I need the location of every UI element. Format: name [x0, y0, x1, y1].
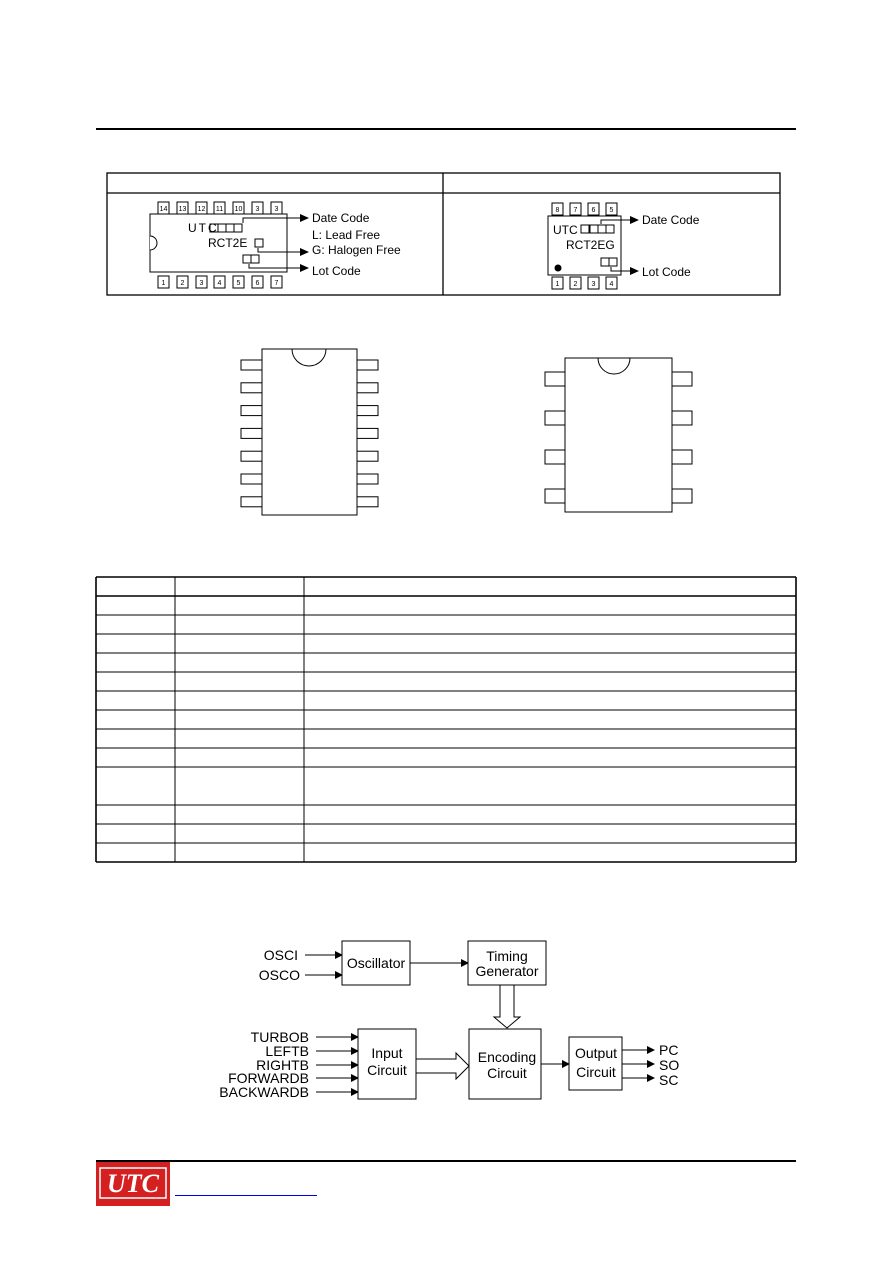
input-circuit-label-1: Input: [371, 1045, 403, 1061]
marking-sop8: [548, 203, 700, 289]
package-sop8: [545, 358, 692, 512]
pin-configuration: [0, 330, 892, 530]
timing-label-2: Generator: [475, 963, 539, 979]
output-so: SO: [659, 1057, 680, 1073]
dip-pin-left: [241, 451, 262, 461]
input-leftb: LEFTB: [265, 1043, 309, 1059]
dip-pin-left: [241, 406, 262, 416]
marking-left-halogen-free: G: Halogen Free: [312, 243, 401, 257]
marking-left-top-pin-number: 14: [159, 206, 168, 213]
dip-pin-left: [241, 428, 262, 438]
output-pc: PC: [659, 1042, 679, 1058]
dip-pin-right: [357, 406, 378, 416]
marking-right-top-pin-number: 5: [609, 207, 614, 214]
marking-right-top-pin-number: 8: [555, 207, 560, 214]
dip-pin-right: [357, 497, 378, 507]
sop-pin-left: [545, 489, 565, 503]
marking-left-date-code: Date Code: [312, 211, 370, 225]
sop-pin-right: [672, 372, 692, 386]
marking-left-lot-code: Lot Code: [312, 264, 361, 278]
marking-left-bottom-pin-number: 5: [236, 280, 241, 287]
marking-left-top-pin-number: 3: [255, 206, 260, 213]
input-backwardb: BACKWARDB: [219, 1084, 309, 1100]
dip-pin-right: [357, 428, 378, 438]
input-osco: OSCO: [258, 967, 300, 983]
marking-right-lot-code: Lot Code: [642, 265, 691, 279]
sop-pin-right: [672, 450, 692, 464]
package-dip14: [241, 349, 378, 515]
input-rightb: RIGHTB: [256, 1057, 309, 1073]
marking-left-line1: UTC: [188, 221, 219, 235]
sop-pin-left: [545, 411, 565, 425]
dip-pin-left: [241, 360, 262, 370]
input-to-encoding-arrow: [416, 1053, 469, 1079]
marking-left-top-pin-number: 13: [178, 206, 187, 213]
marking-left-line2: RCT2E: [208, 236, 248, 250]
oscillator-label: Oscillator: [346, 955, 406, 971]
output-sc: SC: [659, 1072, 679, 1088]
marking-left-top-pin-number: 3: [274, 206, 279, 213]
encoding-circuit-label-1: Encoding: [477, 1049, 537, 1065]
marking-right-bottom-pin-number: 3: [591, 281, 596, 288]
footer-rule: [96, 1160, 796, 1162]
pin-description-table: [0, 570, 892, 870]
marking-right-top-pin-number: 7: [573, 207, 578, 214]
sop-pin-right: [672, 411, 692, 425]
dip-pin-right: [357, 383, 378, 393]
marking-right-line2: RCT2EG: [566, 238, 615, 252]
marking-right-bottom-pin-number: 2: [573, 281, 578, 288]
utc-logo: [96, 1162, 170, 1206]
marking-left-bottom-pin-number: 6: [255, 280, 260, 287]
footer-link-underline[interactable]: [175, 1195, 317, 1196]
marking-left-bottom-pin-number: 1: [161, 280, 166, 287]
marking-left-bottom-pin-number: 3: [199, 280, 204, 287]
input-osci: OSCI: [263, 947, 298, 963]
sop-pin-left: [545, 372, 565, 386]
marking-right-bottom-pin-number: 4: [609, 281, 614, 288]
marking-right-line1: UTC: [553, 223, 578, 237]
output-circuit-label-1: Output: [574, 1045, 618, 1061]
sop-pin-left: [545, 450, 565, 464]
marking-left-bottom-pin-number: 4: [217, 280, 222, 287]
marking-right-top-pin-number: 6: [591, 207, 596, 214]
encoding-circuit-label-2: Circuit: [487, 1065, 527, 1081]
timing-label-1: Timing: [486, 948, 528, 964]
utc-logo-text: UTC: [107, 1169, 159, 1198]
dip-pin-left: [241, 474, 262, 484]
timing-to-encoding-arrow: [494, 985, 520, 1028]
dip-pin-right: [357, 474, 378, 484]
dip-pin-right: [357, 451, 378, 461]
dip-pin-left: [241, 383, 262, 393]
input-circuit-label-2: Circuit: [367, 1062, 407, 1078]
marking-left-top-pin-number: 12: [197, 206, 206, 213]
marking-dip14: [150, 202, 401, 288]
block-diagram: [0, 920, 892, 1120]
marking-left-bottom-pin-number: 2: [180, 280, 185, 287]
dip-pin-right: [357, 360, 378, 370]
marking-right-bottom-pin-number: 1: [555, 281, 560, 288]
marking-left-top-pin-number: 11: [215, 206, 224, 213]
input-forwardb: FORWARDB: [228, 1070, 309, 1086]
marking-right-date-code: Date Code: [642, 213, 700, 227]
output-circuit-label-2: Circuit: [576, 1064, 616, 1080]
dip-pin-left: [241, 497, 262, 507]
input-turbob: TURBOB: [250, 1029, 309, 1045]
marking-left-bottom-pin-number: 7: [274, 280, 279, 287]
marking-left-lead-free: L: Lead Free: [312, 228, 381, 242]
marking-left-top-pin-number: 10: [234, 206, 243, 213]
marking-table: [0, 0, 892, 300]
sop-pin-right: [672, 489, 692, 503]
